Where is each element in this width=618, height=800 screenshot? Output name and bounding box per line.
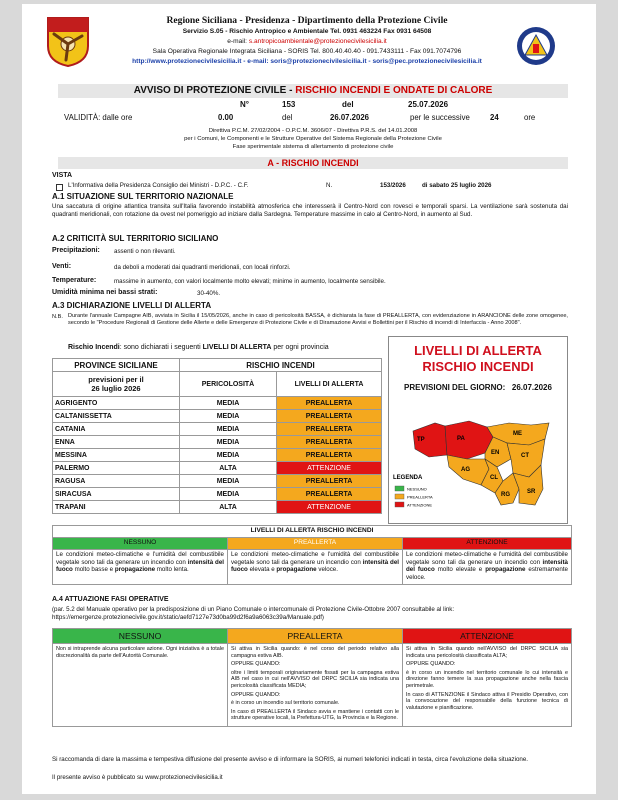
province-row: [53, 436, 382, 449]
document-page: [22, 4, 596, 794]
danger-level: MEDIA: [180, 436, 277, 449]
alert-level: PREALLERTA: [277, 475, 382, 488]
province-name: MESSINA: [53, 449, 180, 462]
province-row: [53, 475, 382, 488]
validity-hours: 24: [490, 113, 499, 122]
alert-level: PREALLERTA: [277, 449, 382, 462]
danger-level: MEDIA: [180, 475, 277, 488]
province-name: RAGUSA: [53, 475, 180, 488]
phase-paragraph: OPPURE QUANDO:: [231, 691, 281, 698]
footer-text: Si raccomanda di dare la massima e tempestiva diffusione del presente avviso e di informare la SORIS, ai numeri telefonici indicati in testa, circa l'evoluzione della situazione.: [52, 756, 529, 763]
phase-paragraph: oltre i limiti temporali originariamente fissati per la campagna estiva AIB nel caso in cui nell'AVVISO del DRPC SICILIA sia indicata una pericolosità classificata MEDIA;: [231, 669, 399, 689]
a2-value-precipitazioni: assenti o non rilevanti.: [114, 248, 176, 255]
protezione-civile-logo: [516, 26, 556, 66]
alert-level: PREALLERTA: [277, 410, 382, 423]
validity-row: [58, 113, 568, 124]
avviso-date: 25.07.2026: [408, 100, 449, 109]
directive-line-1: Direttiva P.C.M. 27/02/2004 - O.P.C.M. 3606/07 - Direttiva P.R.S. del 14.01.2008: [208, 128, 418, 134]
col-risk: RISCHIO INCENDI: [180, 359, 382, 372]
directive-line-2: per i Comuni, le Componenti e le Strutture Operative del Sistema Regionale della Protezione Civile: [184, 136, 442, 142]
avviso-type: RISCHIO INCENDI E ONDATE DI CALORE: [295, 85, 493, 96]
phase-paragraph: è in corso un incendio nel territorio comunale lo cui intensità e direzione fanno temere la sua propagazione anche nella fascia perimetrale.: [406, 669, 568, 689]
header-email-line: [102, 37, 512, 47]
map-province-code: CT: [521, 453, 529, 459]
col-level: LIVELLI DI ALLERTA: [277, 372, 382, 397]
phase-paragraph: OPPURE QUANDO:: [231, 661, 281, 668]
phase-header: ATTENZIONE: [403, 629, 572, 644]
sicily-map: [389, 393, 567, 523]
danger-level: MEDIA: [180, 423, 277, 436]
danger-level: MEDIA: [180, 488, 277, 501]
province-name: PALERMO: [53, 462, 180, 475]
alert-map-panel: [388, 336, 568, 524]
a2-label-umidita: Umidità minima nei bassi strati:: [52, 289, 158, 296]
danger-level: MEDIA: [180, 397, 277, 410]
province-name: CALTANISSETTA: [53, 410, 180, 423]
province-row: [53, 462, 382, 475]
map-forecast: PREVISIONI DEL GIORNO: 26.07.2026: [404, 383, 552, 392]
header-email-label: e-mail:: [227, 38, 249, 45]
alert-level: PREALLERTA: [277, 423, 382, 436]
phases-table: [52, 628, 572, 727]
a2-label-temperature: Temperature:: [52, 277, 97, 284]
avviso-prefix: AVVISO DI PROTEZIONE CIVILE -: [133, 85, 296, 96]
validity-ore-label: ore: [524, 113, 536, 122]
alert-level: PREALLERTA: [277, 397, 382, 410]
a1-title: A.1 SITUAZIONE SUL TERRITORIO NAZIONALE: [52, 192, 234, 201]
avviso-del-label: del: [342, 100, 354, 109]
avviso-title-row: [58, 84, 568, 98]
phase-header: NESSUNO: [53, 629, 228, 644]
phase-nessuno-cell: [53, 644, 228, 727]
a2-label-precipitazioni: Precipitazioni:: [52, 247, 100, 254]
legend-title: LEGENDA: [393, 475, 423, 481]
danger-level: ALTA: [180, 462, 277, 475]
header-sala: Sala Operativa Regionale Integrata Siciliana - SORIS Tel. 800.40.40.40 - 091.7433111 - Fax 091.7074796: [152, 48, 462, 55]
document-header: [22, 4, 596, 84]
a3-title: A.3 DICHIARAZIONE LIVELLI DI ALLERTA: [52, 301, 212, 310]
map-province-code: EN: [491, 450, 500, 456]
map-title-2: RISCHIO INCENDI: [422, 359, 534, 374]
legend-label: ATTENZIONE: [407, 502, 433, 508]
map-province-code: ME: [513, 431, 522, 437]
header-service: Servizio S.05 - Rischio Antropico e Ambientale Tel. 0931 463224 Fax 0931 64508: [182, 28, 432, 35]
phase-paragraph: è in corso un incendio sul territorio comunale.: [231, 700, 340, 707]
a3-nb-label: N.B.: [52, 314, 63, 320]
province-row: [53, 501, 382, 514]
validity-next-label: per le successive: [410, 113, 470, 122]
alert-level: ATTENZIONE: [277, 501, 382, 514]
phase-paragraph: Si attiva in Sicilia quando nell'AVVISO del DRPC SICILIA sia indicata una pericolosità classificata ALTA;: [406, 646, 568, 659]
map-title-1: LIVELLI DI ALLERTA: [414, 343, 542, 358]
province-name: AGRIGENTO: [53, 397, 180, 410]
map-province-code: AG: [461, 467, 470, 473]
danger-level: MEDIA: [180, 410, 277, 423]
col-province: PROVINCE SICILIANE: [53, 359, 180, 372]
levels-table: [52, 525, 572, 585]
danger-level: MEDIA: [180, 449, 277, 462]
legend-label: NESSUNO: [407, 486, 427, 492]
validity-date: 26.07.2026: [330, 113, 370, 122]
validity-label: VALIDITÀ: dalle ore: [64, 113, 133, 122]
levels-description: Le condizioni meteo-climatiche e l'umidità del combustibile vegetale sono tali da generare un incendio con intensità del fuoco molto elevate e propagazione estremamente veloce.: [403, 550, 572, 585]
map-province-code: SR: [527, 489, 536, 495]
regione-siciliana-logo: [46, 16, 90, 68]
phase-paragraph: In caso di PREALLERTA il Sindaco avvia e mantiene i contatti con le strutture operative locali, la Prefettura-UTG, la Provincia e la Regione.: [231, 708, 399, 722]
province-row: [53, 449, 382, 462]
legend-swatch: [395, 502, 404, 507]
a2-title: A.2 CRITICITÀ SUL TERRITORIO SICILIANO: [52, 234, 219, 243]
alert-level: ATTENZIONE: [277, 462, 382, 475]
avviso-number-row: [58, 100, 568, 111]
levels-header: PREALLERTA: [228, 538, 403, 550]
a2-label-venti: Venti:: [52, 263, 72, 270]
a4-manual-link[interactable]: https://emergenze.protezionecivile.gov.it/static/aefd7127e73d0ba99d2f6a9a6063c39a/Manuale.pdf): [52, 614, 324, 621]
footer-publication: Il presente avviso è pubblicato su www.protezionecivilesicilia.it: [52, 774, 223, 781]
avviso-number: 153: [282, 100, 296, 109]
alert-level: PREALLERTA: [277, 488, 382, 501]
levels-description: Le condizioni meteo-climatiche e l'umidità del combustibile vegetale sono tali da generare un incendio con intensità del fuoco molto basse e propagazione molto lenta.: [53, 550, 228, 585]
map-province-code: TP: [417, 437, 425, 443]
header-email-link[interactable]: s.antropicoambientale@protezionecivilesicilia.it: [248, 38, 387, 45]
phase-paragraph: In caso di ATTENZIONE il Sindaco attiva il Presidio Operativo, con la convocazione del responsabile della funzione tecnica di valutazione e pianificazione.: [406, 691, 568, 711]
province-alert-table: [52, 358, 382, 514]
a1-text: Una saccatura di origine atlantica transita sull'Italia favorendo instabilità atmosferica che interesserà il Centro-Nord con rovesci e temporali sparsi. La ventilazione sarà sostenuta dai quadranti meridionali, con rotazione da ovest nel pomeriggio ad iniziare dalla Sardegna. Temperature massime in calo al Centro-Nord, in aumento al Sud.: [52, 203, 568, 218]
section-a-title: A - RISCHIO INCENDI: [58, 157, 568, 169]
directive-line-3: Fase sperimentale sistema di allertamento di protezione civile: [232, 144, 394, 150]
alert-level: PREALLERTA: [277, 436, 382, 449]
levels-header: ATTENZIONE: [403, 538, 572, 550]
header-web-line[interactable]: http://www.protezionecivilesicilia.it - e-mail: soris@protezionecivilesicilia.it - soris@pec.protezionecivilesicilia.it: [132, 58, 482, 65]
danger-level: ALTA: [180, 501, 277, 514]
a3-nb-text: Durante l'annuale Campagne AIB, avviata in Sicilia il 15/05/2026, anche in caso di pericolosità BASSA, è dichiarata la fase di PREALLERTA, con evidenziazione in ARANCIONE delle zone omogenee, secondo le "Procedure Regionali di Gestione delle Allerte e delle Emergenze di Protezione Civile e di Diramazione Avvisi e Bollettini per il Rischio di incendi di Interfaccia - Anno 2008".: [68, 313, 568, 326]
province-name: ENNA: [53, 436, 180, 449]
phase-header: PREALLERTA: [228, 629, 403, 644]
vista-n-label: N.: [326, 182, 333, 189]
avviso-num-label: N°: [240, 100, 249, 109]
a2-value-temperature: massime in aumento, con valori localmente molto elevati; minime in aumento, localmente sensibile.: [114, 278, 386, 285]
col-danger: PERICOLOSITÀ: [180, 372, 277, 397]
map-province-code: CL: [490, 475, 498, 481]
province-row: [53, 423, 382, 436]
a2-value-venti: da deboli a moderati dai quadranti meridionali, con locali rinforzi.: [114, 264, 291, 271]
legend-label: PREALLERTA: [407, 494, 433, 500]
vista-text: L'Informativa della Presidenza Consiglio dei Ministri - D.P.C. - C.F.: [68, 182, 249, 189]
validity-from-hour: 0.00: [218, 113, 234, 122]
vista-label: VISTA: [52, 172, 73, 179]
vista-number: 153/2026: [380, 182, 406, 189]
levels-title: LIVELLI DI ALLERTA RISCHIO INCENDI: [53, 526, 572, 538]
levels-header: NESSUNO: [53, 538, 228, 550]
province-name: CATANIA: [53, 423, 180, 436]
province-row: [53, 410, 382, 423]
a4-line1: (par. 5.2 del Manuale operativo per la predisposizione di un Piano Comunale o intercomunale di Protezione Civile-Ottobre 2007 consultabile al link:: [52, 606, 455, 613]
legend-swatch: [395, 486, 404, 491]
a3-declared: Rischio Incendi: sono dichiarati i seguenti LIVELLI DI ALLERTA per ogni provincia: [68, 344, 329, 351]
forecast-cell: previsioni per il 26 luglio 2026: [53, 372, 180, 397]
phase-attenzione-cell: [403, 644, 572, 727]
legend-swatch: [395, 494, 404, 499]
map-province-code: RG: [501, 492, 510, 498]
phase-paragraph: OPPURE QUANDO:: [406, 661, 456, 668]
header-title: Regione Siciliana - Presidenza - Dipartimento della Protezione Civile: [166, 15, 448, 26]
levels-description: Le condizioni meteo-climatiche e l'umidità del combustibile vegetale sono tali da generare un incendio con intensità del fuoco elevata e propagazione veloce.: [228, 550, 403, 585]
validity-del-label: del: [282, 113, 293, 122]
province-row: [53, 488, 382, 501]
province-row: [53, 397, 382, 410]
checkbox-icon: [56, 184, 63, 191]
a4-title: A.4 ATTUAZIONE FASI OPERATIVE: [52, 596, 169, 603]
phase-paragraph: Si attiva in Sicilia quando: è nel corso del periodo relativo alla campagna estiva AIB.: [231, 646, 399, 659]
phase-paragraph: Non si intraprende alcuna particolare azione. Ogni iniziativa è a totale discrezionalità da parte dell'Autorità Comunale.: [56, 646, 224, 659]
province-name: SIRACUSA: [53, 488, 180, 501]
vista-date: di sabato 25 luglio 2026: [422, 182, 492, 189]
map-province-code: PA: [457, 436, 465, 442]
a2-value-umidita: 30-40%.: [197, 290, 221, 297]
province-name: TRAPANI: [53, 501, 180, 514]
phase-preallerta-cell: [228, 644, 403, 727]
